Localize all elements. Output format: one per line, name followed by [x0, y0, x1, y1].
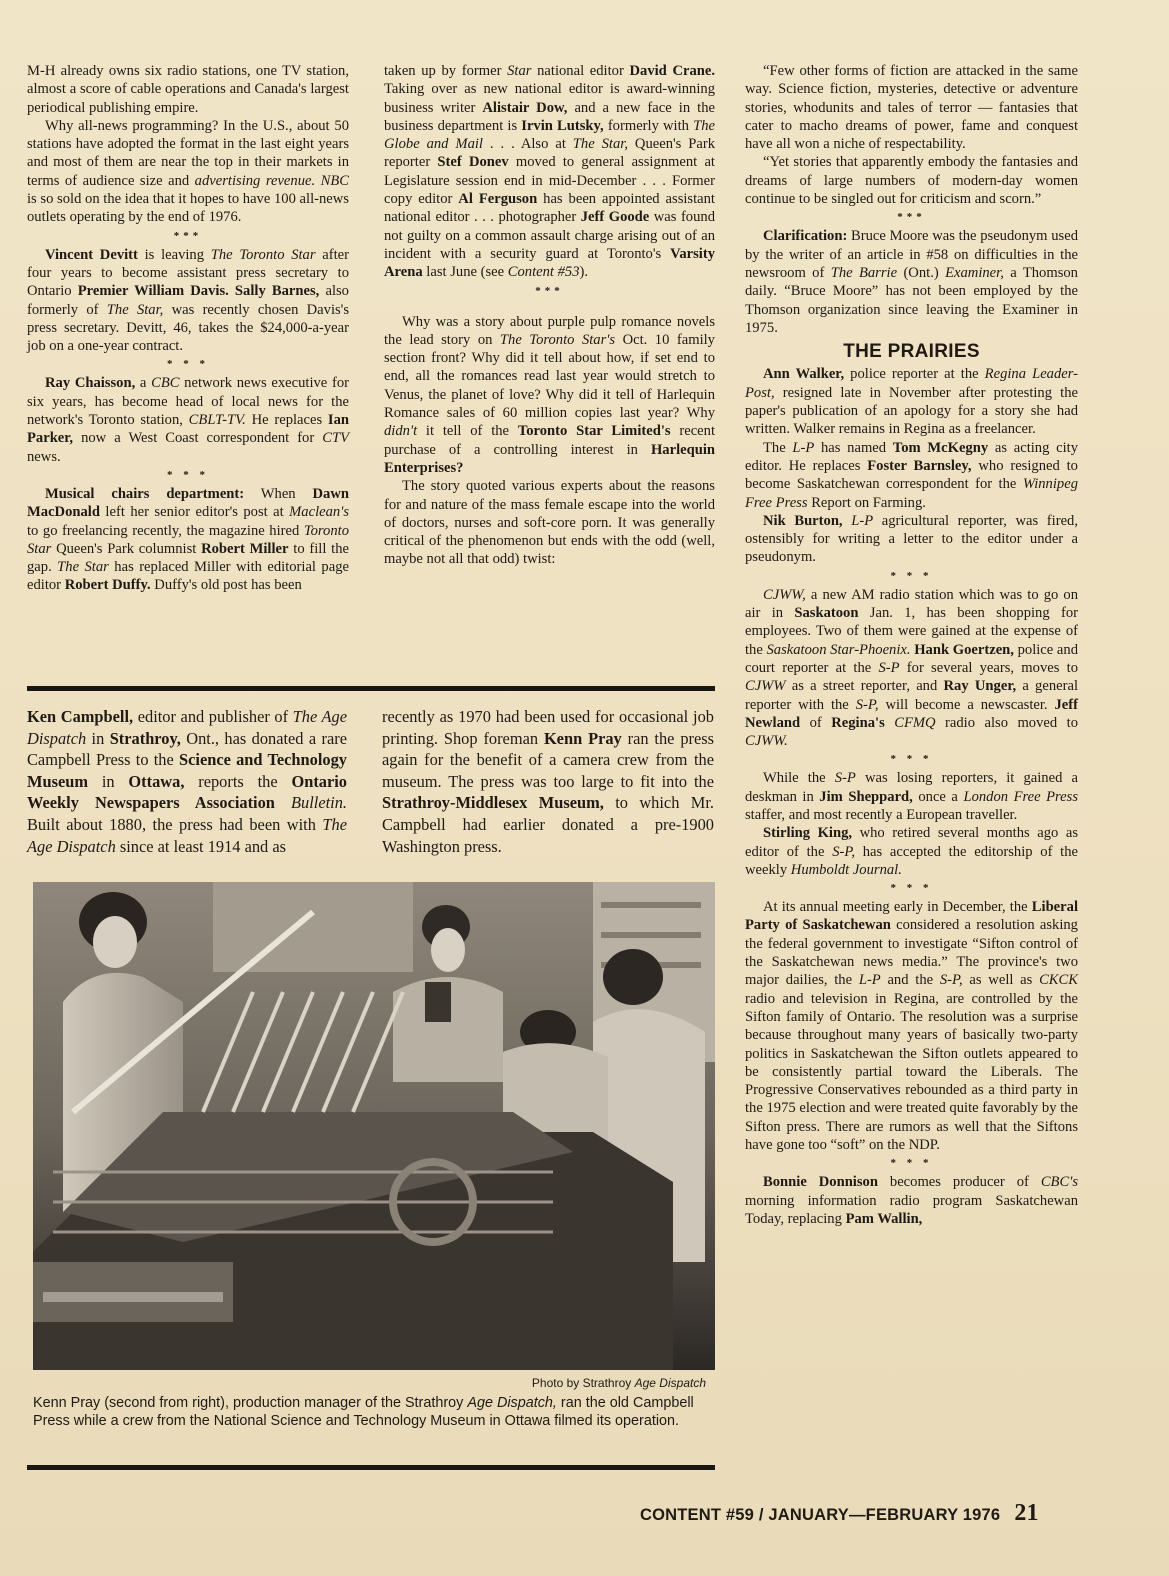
page-number: 21 — [1014, 1500, 1039, 1526]
news-item-paragraph: Vincent Devitt is leaving The Toronto Star after four years to become assistant press secretary to Ontario Premier William Davis. Sally Barnes, also formerly of The Star, was recently chosen Davis's press secretary. Devitt, 46, takes the $24,000-a-year job on a one-year contract. — [27, 246, 349, 355]
story-right-column — [382, 706, 714, 857]
news-item-paragraph: Bonnie Donnison becomes producer of CBC's morning information radio program Saskatchewan Today, replacing Pam Wallin, — [745, 1174, 1079, 1227]
photo-credit-text: Photo by Strathroy — [531, 1376, 635, 1390]
photo-credit — [420, 1376, 706, 1390]
paragraph-gap — [384, 301, 715, 313]
section-divider-stars: *** — [173, 229, 203, 242]
section-heading: THE PRAIRIES — [843, 341, 980, 363]
story-right-text: recently as 1970 had been used for occasional job printing. Shop foreman Kenn Pray ran the press again for the benefit of a camera crew from the museum. The press was too large to fit into the Strathroy-Middlesex Museum, to which Mr. Campbell had earlier donated a pre-1900 Washington press. — [382, 707, 715, 856]
caption-text-start: Kenn Pray (second from right), production manager of the Strathroy — [33, 1395, 468, 1411]
section-divider-stars: * * * — [890, 1157, 933, 1170]
news-item-paragraph: While the S-P was losing reporters, it gained a deskman in Jim Sheppard, once a London Free Press staffer, and most recently a European traveller. — [745, 770, 1079, 823]
news-item-paragraph: M-H already owns six radio stations, one TV station, almost a score of cable operations and Canada's largest periodical publishing empire. — [27, 63, 349, 116]
news-item-paragraph: “Few other forms of fiction are attacked in the same way. Science fiction, mysteries, detective or adventure stories, whodunits and tales of terror — fantasies that cater to macho dreams of power, fame and conquest have all won a niche of respectability. — [745, 63, 1078, 153]
news-item-paragraph: Why all-news programming? In the U.S., about 50 stations have adopted the format in the last eight years and most of them are near the top in their markets in terms of audience size and advertising revenue. NBC is so sold on the idea that it hopes to have 100 all-news outlets operating by the end of 1976. — [27, 117, 349, 226]
footer-issue-label: CONTENT #59 / JANUARY—FEBRUARY 1976 — [640, 1506, 1001, 1524]
story-left-text: Ken Campbell, editor and publisher of The Age Dispatch in Strathroy, Ont., has donated a rare Campbell Press to the Science and Technology Museum in Ottawa, reports the Ontario Weekly Newspapers Association Bulletin. Built about 1880, the press had been with The Age Dispatch since at least 1914 and as — [27, 707, 348, 856]
news-item-paragraph: Nik Burton, L-P agricultural reporter, was fired, ostensibly for writing a letter to the editor under a pseudonym. — [745, 512, 1078, 566]
column-middle — [384, 62, 715, 569]
news-item-paragraph: Why was a story about purple pulp romance novels the lead story on The Toronto Star's Oct. 10 family section front? Why did it tell about how, if set end to end, all the romances read last year would stretch to Venus, the planet of love? Why did it tell of Harlequin Romance sales of 60 million copies last year? Why didn't it tell of the Toronto Star Limited's recent purchase of a controlling interest in Harlequin Enterprises? — [384, 313, 715, 476]
section-divider-stars: *** — [897, 211, 926, 224]
section-divider-stars: * * * — [890, 753, 933, 766]
story-left-column — [27, 706, 347, 857]
campbell-press-photo — [33, 882, 715, 1370]
section-divider-stars: *** — [535, 284, 564, 297]
news-item-paragraph: Musical chairs department: When Dawn MacDonald left her senior editor's post at Maclean's to go freelancing recently, the magazine hired Toronto Star Queen's Park columnist Robert Miller to fill the gap. The Star has replaced Miller with editorial page editor Robert Duffy. Duffy's old post has been — [27, 485, 349, 594]
caption-text-end: ran the old Campbell Press while a crew from the National Science and Technology Museum in Ottawa filmed its operation. — [33, 1395, 694, 1429]
press-photo-image — [33, 882, 715, 1370]
news-item-paragraph: Ann Walker, police reporter at the Regina Leader-Post, resigned late in November after protesting the paper's publication of an apology for a story she had written. Walker remains in Regina as a freelancer. — [745, 366, 1078, 438]
news-item-paragraph: The story quoted various experts about the reasons for and nature of the mass female escape into the world of doctors, nurses and soft-core porn. It was generally critical of the phenomenon but ends with the odd (well, maybe not all that odd) twist: — [384, 478, 715, 568]
section-divider-stars: * * * — [890, 569, 933, 582]
column-right — [745, 62, 1078, 1228]
news-item-paragraph: Clarification: Bruce Moore was the pseudonym used by the writer of an article in #58 on difficulties in the newsroom of The Barrie (Ont.) Examiner, a Thomson daily. “Bruce Moore” has not been employed by the Thomson organization since leaving the Examiner in 1975. — [745, 228, 1078, 336]
section-divider-stars: * * * — [167, 468, 209, 481]
news-item-paragraph: Ray Chaisson, a CBC network news executive for six years, has become head of local news for the network's Toronto station, CBLT-TV. He replaces Ian Parker, now a West Coast correspondent for CTV news. — [27, 375, 349, 465]
news-item-paragraph: “Yet stories that apparently embody the fantasies and dreams of large numbers of modern-day women continue to be singled out for criticism and scorn.” — [745, 154, 1078, 208]
news-item-paragraph: Stirling King, who retired several months ago as editor of the S-P, has accepted the editorship of the weekly Humboldt Journal. — [745, 825, 1078, 878]
news-item-paragraph: taken up by former Star national editor David Crane. Taking over as new national editor is award-winning business writer Alistair Dow, and a new face in the business department is Irvin Lutsky, formerly with The Globe and Mail . . . Also at The Star, Queen's Park reporter Stef Donev moved to general assignment at Legislature session end in mid-December . . . Former copy editor Al Ferguson has been appointed assistant national editor . . . photographer Jeff Goode was found not guilty on a common assault charge arising out of an incident with a security guard at Toronto's Varsity Arena last June (see Content #53). — [384, 63, 716, 281]
photo-credit-source: Age Dispatch — [634, 1376, 706, 1390]
photo-caption — [33, 1394, 715, 1430]
news-item-paragraph: At its annual meeting early in December, the Liberal Party of Saskatchewan considered a resolution asking the federal government to investigate “Sifton control of the Saskatchewan news media.” The province's two major dailies, the L-P and the S-P, as well as CKCK radio and television in Regina, are controlled by the Sifton family of Ontario. The resolution was a surprise because throughout many years of basically two-party politics in Saskatchewan the Sifton outlets appeared to be consistently partial toward the Liberals. The Progressive Conservatives rebounded as a third party in the 1975 election and were treated quite favorably by the Sifton press. There are rumors as well that the Siftons have gone too “soft” on the NDP. — [745, 899, 1078, 1154]
section-divider-stars: * * * — [890, 882, 933, 895]
story-bottom-rule — [27, 1465, 715, 1470]
page-footer — [640, 1500, 1080, 1527]
news-item-paragraph: The L-P has named Tom McKegny as acting city editor. He replaces Foster Barnsley, who resigned to become Saskatchewan correspondent for the Winnipeg Free Press Report on Farming. — [745, 439, 1078, 511]
story-top-rule — [27, 686, 715, 691]
column-left — [27, 62, 349, 595]
section-divider-stars: * * * — [167, 358, 209, 371]
caption-publication: Age Dispatch, — [467, 1395, 557, 1411]
news-item-paragraph: CJWW, a new AM radio station which was to go on air in Saskatoon Jan. 1, has been shopping for employees. Two of them were gained at the expense of the Saskatoon Star-Phoenix. Hank Goertzen, police and court reporter at the S-P for several years, moves to CJWW as a street reporter, and Ray Unger, a general reporter with the S-P, will become a newscaster. Jeff Newland of Regina's CFMQ radio also moved to CJWW. — [745, 586, 1079, 750]
